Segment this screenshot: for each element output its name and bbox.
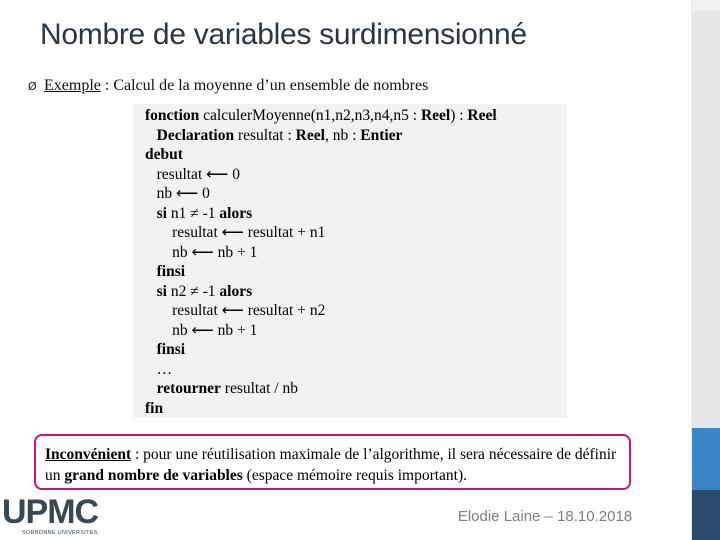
code-token: alors: [219, 282, 253, 300]
code-line: [145, 126, 402, 145]
code-token: …: [145, 360, 173, 378]
warning-text: [45, 444, 625, 486]
code-line: [145, 223, 325, 242]
code-token: Reel: [420, 107, 451, 124]
upmc-logo: [2, 492, 106, 540]
code-token: si: [156, 204, 167, 222]
pseudocode-block: [133, 104, 567, 418]
code-line: [145, 106, 497, 125]
code-token: resultat / nb: [220, 380, 298, 397]
sidebar-segment-accent: [692, 428, 720, 490]
code-token: n2 ≠ -1: [166, 282, 220, 300]
code-token: [145, 283, 157, 300]
code-line: [145, 321, 257, 340]
sidebar-divider: [691, 0, 692, 540]
code-line: [145, 262, 185, 281]
bullet-text: : Calcul de la moyenne d’un ensemble de nombres: [100, 77, 429, 94]
code-token: [145, 205, 157, 222]
code-token: fin: [145, 399, 164, 417]
warning-segment: Inconvénient: [45, 446, 132, 463]
code-token: [145, 380, 157, 397]
sidebar-segment-dark: [692, 490, 720, 540]
code-token: [145, 341, 157, 358]
logo-wordmark: UPMC: [2, 493, 99, 531]
code-token: nb ⟵ nb + 1: [145, 321, 258, 339]
code-token: finsi: [156, 341, 186, 358]
bullet-item: [28, 77, 428, 95]
code-line: [145, 379, 298, 398]
decorative-sidebar: [692, 0, 720, 540]
code-token: finsi: [156, 263, 186, 280]
code-token: Reel: [467, 107, 497, 124]
code-line: [145, 399, 163, 418]
sidebar-segment: [692, 0, 720, 10]
warning-segment: grand nombre de variables: [64, 467, 243, 484]
code-token: nb ⟵ 0: [145, 185, 210, 202]
code-line: [145, 243, 257, 262]
code-token: Entier: [360, 126, 403, 144]
code-line: [145, 204, 252, 223]
code-token: calculerMoyenne(n1,n2,n3,n4,n5 :: [203, 107, 421, 124]
code-token: , nb :: [324, 126, 361, 144]
code-token: retourner: [156, 380, 221, 397]
code-token: resultat ⟵ resultat + n1: [145, 224, 326, 241]
code-token: debut: [145, 146, 183, 163]
code-token: [145, 263, 157, 280]
code-line: [145, 340, 185, 359]
warning-segment: : pour une réutilisation maximale de l’algorithme, il sera nécessaire de définir un: [45, 446, 617, 484]
code-token: Reel: [295, 126, 325, 144]
code-line: [145, 145, 183, 164]
bullet-arrow-icon: Ø: [28, 80, 37, 93]
code-line: [145, 184, 210, 203]
code-token: Declaration: [156, 126, 235, 144]
code-token: nb ⟵ nb + 1: [145, 243, 258, 261]
code-line: [145, 165, 240, 184]
code-token: alors: [219, 204, 253, 222]
bullet-label: Exemple: [44, 77, 101, 94]
footer-author-date: Elodie Laine – 18.10.2018: [440, 500, 650, 534]
slide-title: Nombre de variables surdimensionné: [40, 18, 527, 51]
warning-segment: (espace mémoire requis important).: [242, 467, 468, 484]
code-token: [145, 127, 157, 144]
code-line: [145, 360, 172, 379]
code-line: [145, 301, 325, 320]
code-token: resultat :: [234, 126, 296, 144]
code-line: [145, 282, 252, 301]
sidebar-segment: [692, 10, 720, 428]
code-token: ) :: [450, 107, 468, 124]
code-token: resultat ⟵ resultat + n2: [145, 302, 326, 319]
logo-subtitle: SORBONNE UNIVERSITÉS: [22, 530, 98, 536]
code-token: n1 ≠ -1: [166, 204, 220, 222]
code-token: fonction: [145, 107, 204, 124]
code-token: si: [156, 282, 167, 300]
code-token: resultat ⟵ 0: [145, 165, 240, 183]
